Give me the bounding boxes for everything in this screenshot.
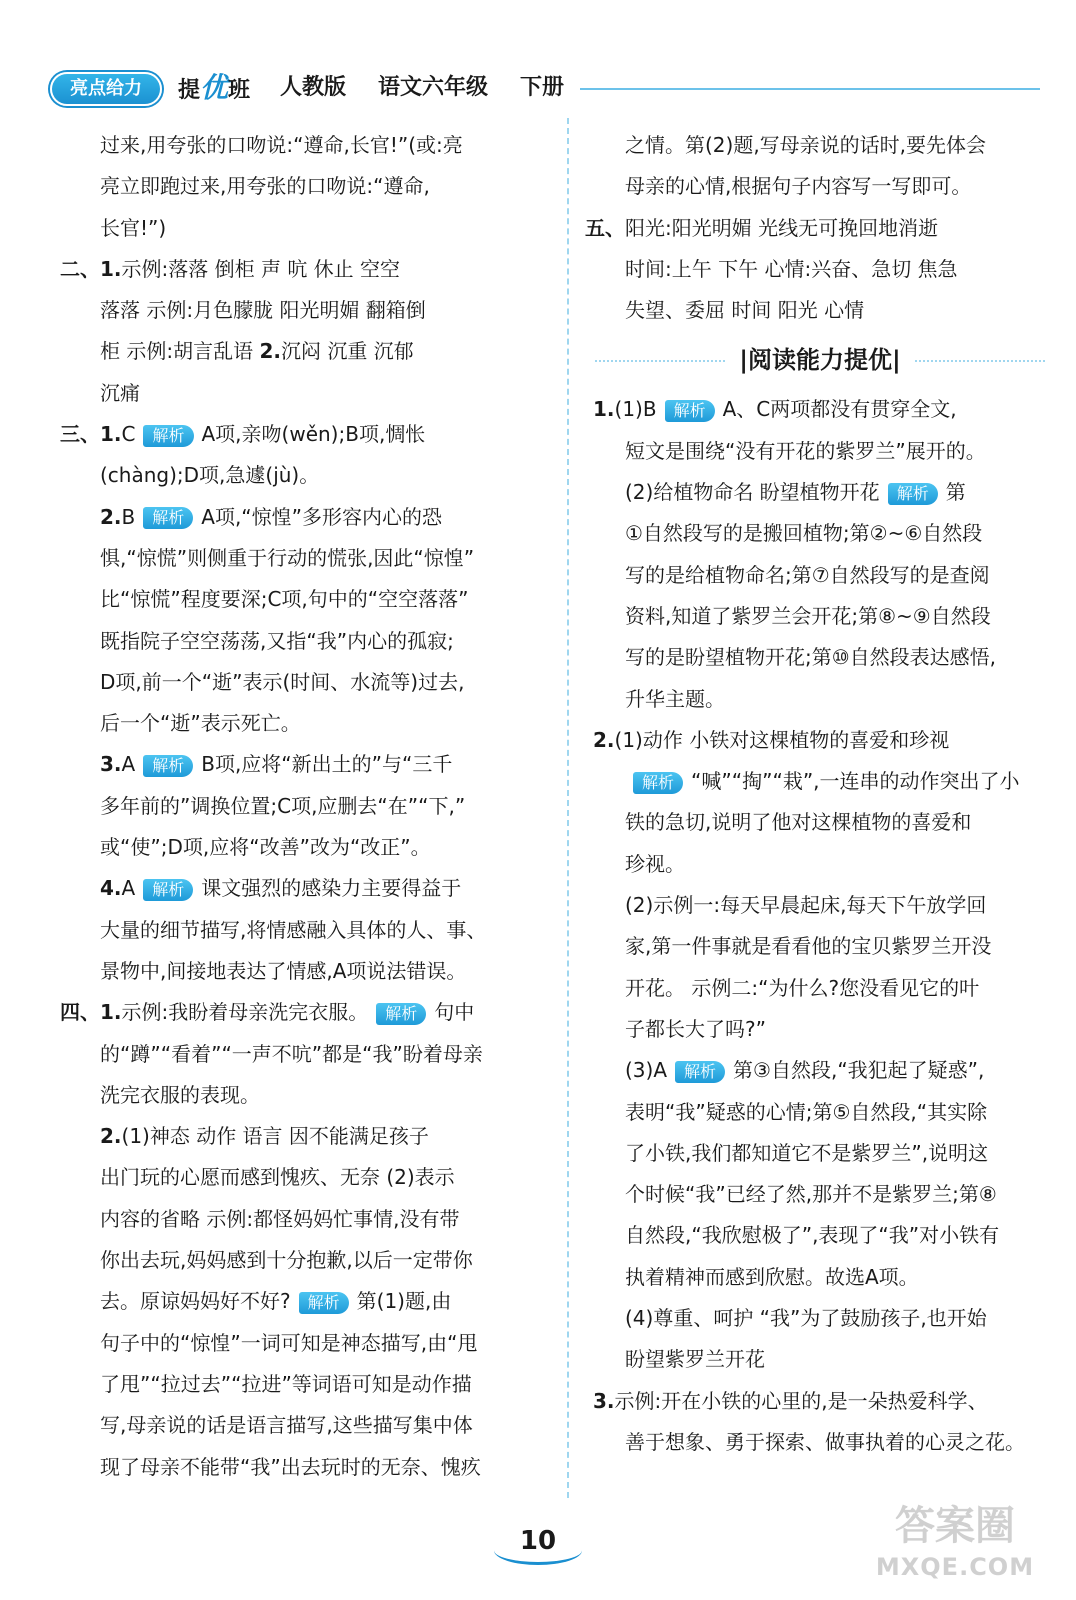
question-number: 3. bbox=[593, 1388, 615, 1413]
answer-text: A、C两项都没有贯穿全文, bbox=[722, 397, 957, 422]
answer-text: 或“使”;D项,应将“改善”改为“改正”。 bbox=[100, 835, 431, 860]
answer-line bbox=[585, 1092, 1055, 1133]
answer-text: 去。原谅妈妈好不好? bbox=[100, 1289, 291, 1314]
answer-text: 多年前的”调换位置;C项,应删去“在”“下,” bbox=[100, 793, 466, 818]
answer-text: 的“蹲”“看着”“一声不吭”都是“我”盼着母亲 bbox=[100, 1041, 483, 1066]
answer-line bbox=[60, 166, 555, 207]
answer-text: 第③自然段,“我犯起了疑惑”, bbox=[733, 1058, 985, 1083]
section-marker: 二、 bbox=[60, 256, 100, 281]
title-dots-right bbox=[915, 360, 1045, 362]
answer-text: 示例:开在小铁的心里的,是一朵热爱科学、 bbox=[614, 1388, 988, 1413]
answer-line bbox=[60, 868, 555, 909]
answer-text: 句中 bbox=[434, 1000, 475, 1025]
answer-line bbox=[60, 786, 555, 827]
answer-text: A bbox=[121, 876, 136, 901]
answer-line bbox=[585, 513, 1055, 554]
analysis-tag: 解析 bbox=[888, 483, 938, 505]
analysis-tag: 解析 bbox=[143, 879, 193, 901]
answer-line bbox=[585, 1381, 1055, 1422]
answer-text: (4)尊重、呵护 “我”为了鼓励孩子,也开始 bbox=[625, 1306, 987, 1331]
answer-text: D项,前一个“逝”表示(时间、水流等)过去, bbox=[100, 669, 465, 694]
answer-text: 柜 示例:胡言乱语 bbox=[100, 339, 260, 364]
answer-text: 惧,“惊慌”则侧重于行动的慌张,因此“惊惶” bbox=[100, 545, 475, 570]
answer-line bbox=[60, 290, 555, 331]
answer-text: 了甩”“拉过去”“拉进”等词语可知是动作描 bbox=[100, 1371, 472, 1396]
answer-line bbox=[585, 802, 1055, 843]
answer-line bbox=[60, 579, 555, 620]
answer-line bbox=[585, 885, 1055, 926]
title-dots-left bbox=[595, 360, 725, 362]
answer-text: 善于想象、勇于探索、做事执着的心灵之花。 bbox=[625, 1429, 1025, 1454]
answer-line bbox=[585, 1133, 1055, 1174]
answer-line bbox=[585, 1339, 1055, 1380]
question-number: 1. bbox=[100, 256, 122, 281]
section-title: |阅读能力提优| bbox=[585, 331, 1055, 389]
answer-line bbox=[585, 166, 1055, 207]
right-column bbox=[585, 125, 1055, 1463]
answer-line bbox=[60, 662, 555, 703]
answer-line bbox=[60, 744, 555, 785]
answer-text: B bbox=[121, 504, 136, 529]
answer-text: 出门玩的心愿而感到愧疚、无奈 (2)表示 bbox=[100, 1165, 455, 1190]
question-number: 2. bbox=[100, 504, 122, 529]
answer-line bbox=[60, 703, 555, 744]
header-rule bbox=[580, 88, 1040, 90]
answer-line bbox=[585, 679, 1055, 720]
answer-text: 沉痛 bbox=[100, 380, 140, 405]
answer-line bbox=[60, 1199, 555, 1240]
answer-text: 子都长大了吗?” bbox=[625, 1016, 766, 1041]
answer-line bbox=[60, 1116, 555, 1157]
answer-line bbox=[585, 431, 1055, 472]
answer-line bbox=[585, 472, 1055, 513]
answer-line bbox=[585, 1422, 1055, 1463]
question-number: 2. bbox=[100, 1124, 122, 1149]
question-number: 1. bbox=[100, 422, 122, 447]
answer-line bbox=[60, 827, 555, 868]
answer-line bbox=[60, 1157, 555, 1198]
analysis-tag: 解析 bbox=[143, 755, 193, 777]
answer-text: 大量的细节描写,将情感融入具体的人、事、 bbox=[100, 917, 487, 942]
answer-text: 比“惊慌”程度要深;C项,句中的“空空落落” bbox=[100, 587, 469, 612]
answer-text: 你出去玩,妈妈感到十分抱歉,以后一定带你 bbox=[100, 1248, 473, 1273]
analysis-tag: 解析 bbox=[675, 1061, 725, 1083]
answer-line bbox=[585, 249, 1055, 290]
question-number: 2. bbox=[259, 339, 281, 364]
answer-text: B项,应将“新出土的”与“三千 bbox=[201, 752, 453, 777]
answer-line bbox=[60, 414, 555, 455]
section-marker: 四、 bbox=[60, 1000, 100, 1025]
answer-text: 落落 示例:月色朦胧 阳光明媚 翻箱倒 bbox=[100, 298, 426, 323]
answer-text: C bbox=[121, 422, 136, 447]
answer-text: 写,母亲说的话是语言描写,这些描写集中体 bbox=[100, 1413, 473, 1438]
answer-text: 铁的急切,说明了他对这棵植物的喜爱和 bbox=[625, 810, 972, 835]
answer-text: 盼望紫罗兰开花 bbox=[625, 1347, 765, 1372]
answer-line bbox=[585, 1215, 1055, 1256]
answer-line bbox=[585, 290, 1055, 331]
answer-text: 开花。 示例二:“为什么?您没看见它的叶 bbox=[625, 975, 980, 1000]
answer-line bbox=[60, 373, 555, 414]
answer-line bbox=[60, 1034, 555, 1075]
analysis-tag: 解析 bbox=[299, 1292, 349, 1314]
publisher-label: 人教版 bbox=[280, 75, 347, 100]
answer-line bbox=[585, 596, 1055, 637]
answer-line bbox=[585, 720, 1055, 761]
answer-line bbox=[60, 1405, 555, 1446]
volume-label: 下册 bbox=[520, 75, 565, 100]
answer-line bbox=[60, 1364, 555, 1405]
question-number: 2. bbox=[593, 727, 615, 752]
answer-text: 升华主题。 bbox=[625, 686, 725, 711]
answer-text: 写的是盼望植物开花;第⑩自然段表达感悟, bbox=[625, 645, 997, 670]
answer-line bbox=[585, 1050, 1055, 1091]
answer-line bbox=[60, 951, 555, 992]
answer-line bbox=[585, 555, 1055, 596]
answer-line bbox=[60, 910, 555, 951]
answer-line bbox=[585, 1174, 1055, 1215]
answer-text: A bbox=[121, 752, 136, 777]
answer-line bbox=[60, 497, 555, 538]
answer-text: (chàng);D项,急遽(jù)。 bbox=[100, 463, 320, 488]
answer-line bbox=[585, 968, 1055, 1009]
answer-text: 时间:上午 下午 心情:兴奋、急切 焦急 bbox=[625, 256, 958, 281]
answer-line bbox=[60, 455, 555, 496]
question-number: 3. bbox=[100, 752, 122, 777]
answer-line bbox=[60, 1323, 555, 1364]
question-number: 4. bbox=[100, 876, 122, 901]
answer-text: 既指院子空空荡荡,又指“我”内心的孤寂; bbox=[100, 628, 454, 653]
answer-text: 过来,用夸张的口吻说:“遵命,长官!”(或:亮 bbox=[100, 133, 463, 157]
analysis-tag: 解析 bbox=[633, 772, 683, 794]
answer-text: A项,“惊惶”多形容内心的恐 bbox=[201, 504, 443, 529]
answer-line bbox=[60, 538, 555, 579]
answer-text: 之情。第(2)题,写母亲说的话时,要先体会 bbox=[625, 133, 987, 157]
answer-text: 句子中的“惊惶”一词可知是神态描写,由“甩 bbox=[100, 1330, 478, 1355]
answer-line bbox=[585, 389, 1055, 430]
answer-text: (3)A bbox=[625, 1058, 668, 1083]
answer-line bbox=[60, 1240, 555, 1281]
analysis-tag: 解析 bbox=[376, 1003, 426, 1025]
answer-line bbox=[585, 844, 1055, 885]
answer-line bbox=[60, 1281, 555, 1322]
answer-line bbox=[585, 125, 1055, 166]
answer-text: 个时候“我”已经了然,那并不是紫罗兰;第⑧ bbox=[625, 1182, 997, 1207]
answer-text: 珍视。 bbox=[625, 851, 685, 876]
answer-line bbox=[585, 761, 1055, 802]
answer-text: (2)示例一:每天早晨起床,每天下午放学回 bbox=[625, 893, 987, 918]
answer-line bbox=[60, 125, 555, 166]
answer-text: (1)B bbox=[614, 397, 657, 422]
answer-line bbox=[60, 249, 555, 290]
answer-text: 景物中,间接地表达了情感,A项说法错误。 bbox=[100, 958, 467, 983]
answer-text: 写的是给植物命名;第⑦自然段写的是查阅 bbox=[625, 562, 990, 587]
analysis-tag: 解析 bbox=[143, 507, 193, 529]
answer-line bbox=[60, 208, 555, 249]
reading-answers bbox=[585, 389, 1055, 1463]
answer-text: 阳光:阳光明媚 光线无可挽回地消逝 bbox=[625, 215, 939, 240]
answer-text: (2)给植物命名 盼望植物开花 bbox=[625, 480, 880, 505]
answer-text: 内容的省略 示例:都怪妈妈忙事情,没有带 bbox=[100, 1206, 460, 1231]
question-number: 1. bbox=[100, 1000, 122, 1025]
section-marker: 三、 bbox=[60, 422, 100, 447]
answer-text: 沉闷 沉重 沉郁 bbox=[280, 339, 414, 364]
answer-text: 家,第一件事就是看看他的宝贝紫罗兰开没 bbox=[625, 934, 992, 959]
answer-text: 长官!”) bbox=[100, 215, 167, 240]
answers-part-five bbox=[585, 125, 1055, 331]
answer-text: 第 bbox=[945, 480, 966, 505]
answer-text: 失望、委屈 时间 阳光 心情 bbox=[625, 298, 865, 323]
answer-line bbox=[585, 208, 1055, 249]
answer-text: 洗完衣服的表现。 bbox=[100, 1082, 260, 1107]
answer-line bbox=[60, 1447, 555, 1488]
answer-text: 资料,知道了紫罗兰会开花;第⑧~⑨自然段 bbox=[625, 603, 991, 628]
left-column bbox=[60, 125, 555, 1488]
watermark: 答案圈 MXQE.COM bbox=[875, 1503, 1035, 1581]
column-divider bbox=[567, 118, 569, 1498]
answer-text: 执着精神而感到欣慰。故选A项。 bbox=[625, 1264, 919, 1289]
analysis-tag: 解析 bbox=[143, 425, 193, 447]
answer-text: “喊”“掏”“栽”,一连串的动作突出了小 bbox=[691, 769, 1020, 794]
section-marker: 五、 bbox=[585, 215, 625, 240]
answer-text: 示例:落落 倒柜 声 吭 休止 空空 bbox=[121, 256, 401, 281]
answer-line bbox=[60, 331, 555, 372]
page-header bbox=[0, 0, 1076, 118]
answer-text: 母亲的心情,根据句子内容写一写即可。 bbox=[625, 174, 972, 199]
answer-text: 后一个“逝”表示死亡。 bbox=[100, 711, 301, 736]
answer-line bbox=[60, 992, 555, 1033]
series-logo: 亮点给力 bbox=[50, 72, 162, 106]
answer-text: 表明“我”疑惑的心情;第⑤自然段,“其实除 bbox=[625, 1099, 988, 1124]
answer-text: 第(1)题,由 bbox=[356, 1289, 452, 1314]
question-number: 1. bbox=[593, 397, 615, 422]
answer-line bbox=[585, 926, 1055, 967]
answer-text: 示例:我盼着母亲洗完衣服。 bbox=[121, 1000, 369, 1025]
answer-text: 了小铁,我们都知道它不是紫罗兰”,说明这 bbox=[625, 1140, 989, 1165]
answer-text: ①自然段写的是搬回植物;第②~⑥自然段 bbox=[625, 521, 983, 546]
answer-line bbox=[585, 1257, 1055, 1298]
answer-text: 课文强烈的感染力主要得益于 bbox=[201, 876, 462, 901]
page-number-arc bbox=[494, 1536, 582, 1565]
answer-line bbox=[585, 637, 1055, 678]
answer-text: A项,亲吻(wěn);B项,惆怅 bbox=[201, 422, 426, 447]
answer-line bbox=[585, 1298, 1055, 1339]
answer-text: (1)动作 小铁对这棵植物的喜爱和珍视 bbox=[614, 727, 950, 752]
answer-text: (1)神态 动作 语言 因不能满足孩子 bbox=[121, 1124, 429, 1149]
page-number: 10 bbox=[488, 1518, 588, 1564]
analysis-tag: 解析 bbox=[665, 400, 715, 422]
answer-line bbox=[585, 1009, 1055, 1050]
answer-text: 自然段,“我欣慰极了”,表现了“我”对小铁有 bbox=[625, 1223, 1000, 1248]
brand-title: 提优班 bbox=[178, 71, 251, 104]
answer-line bbox=[60, 621, 555, 662]
answer-text: 现了母亲不能带“我”出去玩时的无奈、愧疚 bbox=[100, 1454, 481, 1479]
answer-text: 短文是围绕“没有开花的紫罗兰”展开的。 bbox=[625, 438, 986, 463]
answer-text: 亮立即跑过来,用夸张的口吻说:“遵命, bbox=[100, 174, 430, 199]
subject-label: 语文六年级 bbox=[378, 75, 489, 100]
answer-line bbox=[60, 1075, 555, 1116]
